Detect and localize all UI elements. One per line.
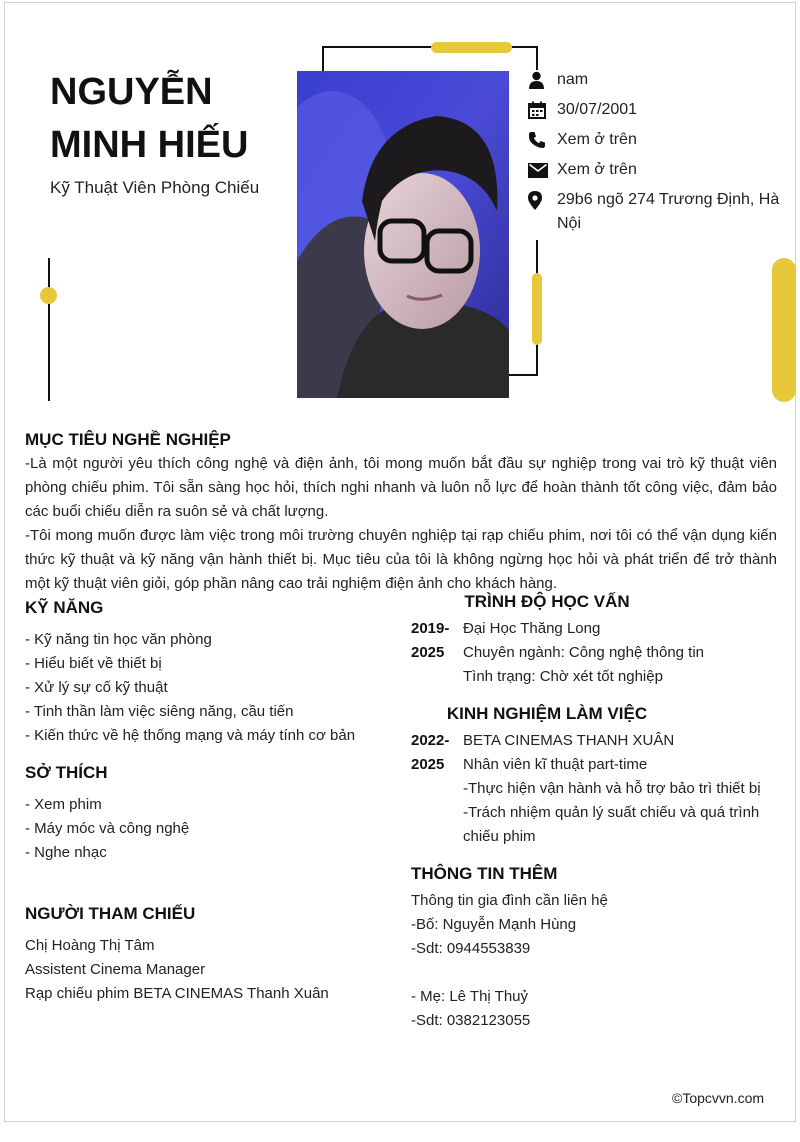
objective-heading: MỤC TIÊU NGHỀ NGHIỆP <box>25 430 231 449</box>
experience-line: -Trách nhiệm quản lý suất chiếu và quá trình <box>463 804 760 821</box>
accent-bar-edge <box>772 258 796 402</box>
skill-item: - Kỹ năng tin học văn phòng <box>25 631 212 648</box>
hobby-item: - Xem phim <box>25 796 102 813</box>
experience-details <box>463 729 761 849</box>
hobbies-list <box>25 793 189 865</box>
experience-year-start: 2022- <box>411 732 450 749</box>
birthday-value: 30/07/2001 <box>557 101 638 118</box>
extra-info-line: -Bố: Nguyễn Mạnh Hùng <box>411 916 577 933</box>
left-accent-dot <box>40 287 57 304</box>
objective-paragraph-2: -Tôi mong muốn được làm việc trong môi trường chuyên nghiệp tại rạp chiếu phim, nơi tôi có thể vận dụng kiến thức kỹ thuật và kỹ năng vận hành thiết bị. Mục tiêu của tôi là không ngừng học hỏi và phát triển để trở thành một kỹ thuật viên giỏi, góp phần nâng cao trải nghiệm điện ảnh cho khách hàng. <box>25 527 777 592</box>
education-year-start: 2019- <box>411 620 450 637</box>
extra-info-line <box>411 961 608 985</box>
reference-line: Chị Hoàng Thị Tâm <box>25 937 155 954</box>
experience-year-end: 2025 <box>411 756 445 773</box>
extra-info-line: -Sdt: 0382123055 <box>411 1012 531 1029</box>
profile-photo <box>297 71 509 398</box>
phone-value: Xem ở trên <box>557 131 637 148</box>
experience-line: chiếu phim <box>463 828 536 845</box>
accent-bar-right <box>532 273 542 345</box>
education-line: Đại Học Thăng Long <box>463 620 601 637</box>
contact-birthday <box>528 98 783 122</box>
experience-line: Nhân viên kĩ thuật part-time <box>463 756 648 773</box>
skills-heading: KỸ NĂNG <box>25 598 104 617</box>
person-icon <box>528 68 548 92</box>
reference-line: Rạp chiếu phim BETA CINEMAS Thanh Xuân <box>25 985 329 1002</box>
experience-heading: KINH NGHIỆM LÀM VIỆC <box>446 704 648 723</box>
hobby-item: - Nghe nhạc <box>25 844 107 861</box>
objective-text <box>25 452 777 596</box>
reference-line: Assistent Cinema Manager <box>25 961 206 978</box>
photo-frame-left <box>322 46 324 72</box>
name-line-1: NGUYỄN <box>50 71 213 113</box>
extra-info-line: Thông tin gia đình cần liên hệ <box>411 892 608 909</box>
hobby-item: - Máy móc và công nghệ <box>25 820 190 837</box>
experience-line: -Thực hiện vận hành và hỗ trợ bảo trì thiết bị <box>463 780 761 797</box>
objective-paragraph-1: -Là một người yêu thích công nghệ và điện ảnh, tôi mong muốn bắt đầu sự nghiệp trong vai trò kỹ thuật viên phòng chiếu phim. Tôi sẵn sàng học hỏi, thích nghi nhanh và luôn nỗ lực để hoàn thành tốt công việc, đảm bảo các buổi chiếu diễn ra suôn sẻ và chất lượng. <box>25 455 777 520</box>
contact-email <box>528 158 783 182</box>
gender-value: nam <box>557 71 589 88</box>
job-title: Kỹ Thuật Viên Phòng Chiếu <box>50 178 260 197</box>
education-details <box>463 617 704 689</box>
education-years <box>411 617 459 665</box>
education-year-end: 2025 <box>411 644 445 661</box>
skill-item: - Xử lý sự cố kỹ thuật <box>25 679 168 696</box>
extra-info-list <box>411 889 608 1033</box>
extra-info-heading: THÔNG TIN THÊM <box>411 864 558 883</box>
experience-line: BETA CINEMAS THANH XUÂN <box>463 732 675 749</box>
contact-phone <box>528 128 783 152</box>
skills-list <box>25 628 355 748</box>
contact-gender <box>528 68 783 92</box>
photo-frame-right-top <box>536 46 538 70</box>
accent-bar-top <box>431 42 512 53</box>
references-list <box>25 934 329 1006</box>
references-heading: NGƯỜI THAM CHIẾU <box>25 904 196 923</box>
hobbies-heading: SỞ THÍCH <box>25 763 108 782</box>
experience-years <box>411 729 459 777</box>
name-line-2: MINH HIẾU <box>50 124 249 166</box>
extra-info-line: - Mẹ: Lê Thị Thuỷ <box>411 988 528 1005</box>
left-divider-line <box>48 258 50 401</box>
contact-address <box>528 188 783 236</box>
calendar-icon <box>528 98 548 122</box>
full-name <box>50 66 290 172</box>
email-value: Xem ở trên <box>557 161 637 178</box>
address-value <box>557 188 779 236</box>
mail-icon <box>528 158 548 182</box>
location-pin-icon <box>528 188 548 212</box>
education-heading: TRÌNH ĐỘ HỌC VẤN <box>464 592 630 611</box>
education-line: Tình trạng: Chờ xét tốt nghiệp <box>463 668 663 685</box>
skill-item: - Hiểu biết về thiết bị <box>25 655 162 672</box>
skill-item: - Kiến thức về hệ thống mạng và máy tính cơ bản <box>25 727 356 744</box>
address-line-1: 29b6 ngõ 274 Trương Định, Hà <box>557 191 780 208</box>
address-line-2: Nội <box>557 215 582 232</box>
education-line: Chuyên ngành: Công nghệ thông tin <box>463 644 705 661</box>
copyright-text: ©Topcvvn.com <box>672 1090 765 1106</box>
phone-icon <box>528 128 548 152</box>
skill-item: - Tinh thần làm việc siêng năng, cầu tiến <box>25 703 294 720</box>
profile-photo-illustration <box>297 71 509 398</box>
photo-frame-bottom <box>508 374 538 376</box>
extra-info-line: -Sdt: 0944553839 <box>411 940 531 957</box>
